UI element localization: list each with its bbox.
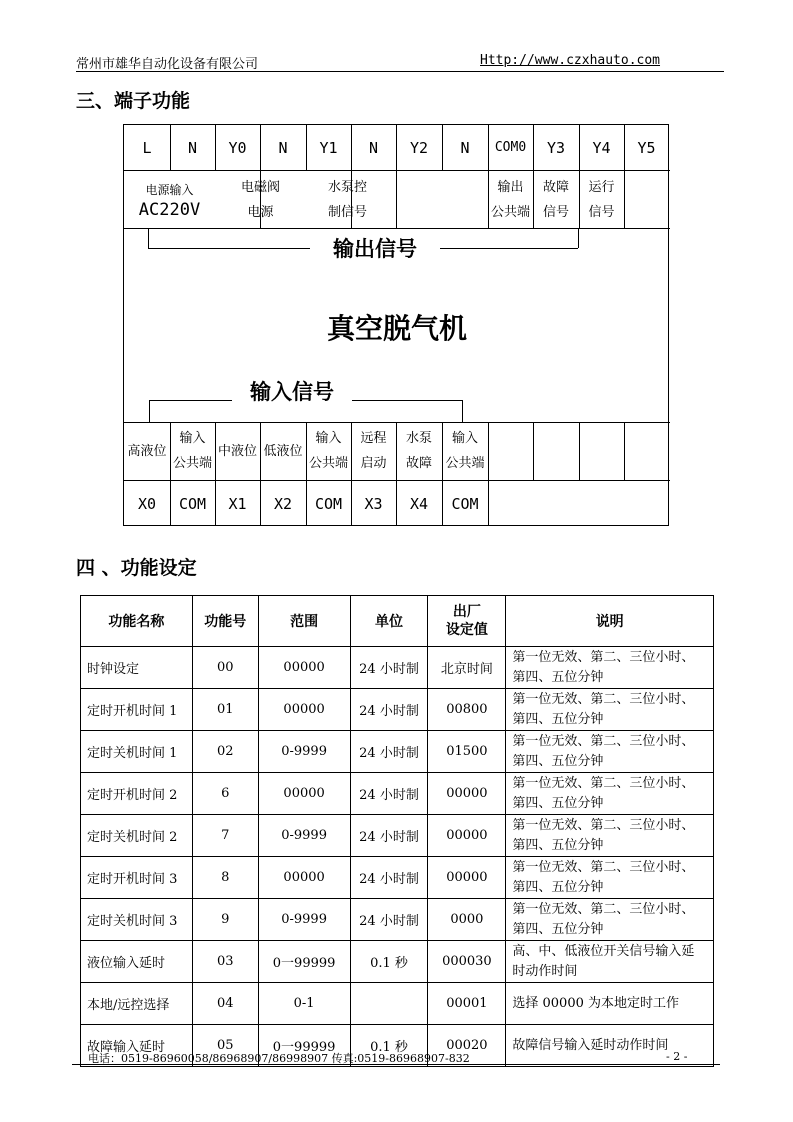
cell-default: 000030 [428, 941, 506, 983]
cell-default: 00020 [428, 1025, 506, 1067]
pin-Y2: Y2 [409, 138, 429, 157]
cell-default: 北京时间 [428, 647, 506, 689]
pin-COM0: COM0 [494, 140, 527, 155]
table-row [81, 647, 714, 689]
output-signal-label: 输出信号 [310, 232, 440, 264]
header-function-code: 功能号 [192, 596, 258, 647]
pin-X3: X3 [364, 494, 383, 513]
footer-contact: 电话：0519-86960058/86968907/86998907 传真:0519-86968907-832 [88, 1052, 470, 1065]
cell-description: 第一位无效、第二、三位小时、第四、五位分钟 [506, 647, 714, 689]
label-input-common-1: 输入 公共端 [172, 431, 212, 471]
label-high-level: 高液位 [127, 443, 167, 459]
cell-range: 00000 [258, 773, 350, 815]
cell-unit: 24 小时制 [350, 647, 428, 689]
label-mid-level: 中液位 [217, 443, 257, 459]
pin-N: N [187, 138, 198, 157]
footer-divider [72, 1064, 720, 1065]
table-header-row [81, 596, 714, 647]
cell-description: 高、中、低液位开关信号输入延时动作时间 [506, 941, 714, 983]
header-function-name: 功能名称 [81, 596, 193, 647]
label-run-signal: 运行 信号 [588, 179, 615, 220]
table-row [81, 857, 714, 899]
cell-description: 选择 00000 为本地定时工作 [506, 983, 714, 1025]
cell-range: 00000 [258, 689, 350, 731]
cell-function-name: 定时开机时间 1 [81, 689, 193, 731]
cell-default: 00000 [428, 815, 506, 857]
section-4-title: 四 、功能设定 [76, 557, 197, 579]
label-remote-start: 远程 启动 [360, 431, 387, 471]
header-range: 范围 [258, 596, 350, 647]
label-input-common-2: 输入 公共端 [308, 431, 348, 471]
cell-default: 0000 [428, 899, 506, 941]
cell-description: 第一位无效、第二、三位小时、第四、五位分钟 [506, 857, 714, 899]
pin-COM: COM [178, 494, 207, 513]
pin-COM: COM [314, 494, 343, 513]
pin-Y0: Y0 [228, 138, 247, 157]
cell-function-code: 7 [192, 815, 258, 857]
cell-default: 00000 [428, 773, 506, 815]
cell-default: 00001 [428, 983, 506, 1025]
cell-description: 第一位无效、第二、三位小时、第四、五位分钟 [506, 899, 714, 941]
pin-Y5: Y5 [637, 138, 656, 157]
function-settings-table [80, 595, 714, 1067]
cell-function-name: 定时开机时间 2 [81, 773, 193, 815]
cell-function-code: 04 [192, 983, 258, 1025]
cell-function-name: 定时关机时间 3 [81, 899, 193, 941]
cell-range: 0-9999 [258, 731, 350, 773]
table-row [81, 689, 714, 731]
cell-function-code: 05 [192, 1025, 258, 1067]
header-description: 说明 [506, 596, 714, 647]
section-3-title: 三、端子功能 [76, 90, 191, 112]
cell-unit: 24 小时制 [350, 689, 428, 731]
header-unit: 单位 [350, 596, 428, 647]
page-number: - 2 - [666, 1050, 688, 1063]
header-divider [76, 71, 724, 72]
table-row [81, 731, 714, 773]
cell-range: 00000 [258, 647, 350, 689]
label-valve-power: 电磁阀 电源 [240, 179, 280, 220]
label-output-common: 输出 公共端 [490, 179, 530, 220]
cell-function-name: 定时开机时间 3 [81, 857, 193, 899]
cell-range: 0-1 [258, 983, 350, 1025]
cell-default: 01500 [428, 731, 506, 773]
pin-X2: X2 [273, 494, 293, 513]
cell-unit: 24 小时制 [350, 815, 428, 857]
cell-unit [350, 983, 428, 1025]
cell-function-name: 定时关机时间 1 [81, 731, 193, 773]
cell-default: 00800 [428, 689, 506, 731]
cell-range: 0一99999 [258, 1025, 350, 1067]
cell-function-code: 02 [192, 731, 258, 773]
label-pump-fault: 水泵 故障 [405, 431, 432, 471]
cell-function-code: 9 [192, 899, 258, 941]
header-url-link[interactable]: Http://www.czxhauto.com [480, 53, 661, 68]
cell-function-code: 03 [192, 941, 258, 983]
cell-unit: 0.1 秒 [350, 941, 428, 983]
label-input-common-3: 输入 公共端 [445, 431, 485, 471]
label-fault-signal: 故障 信号 [542, 179, 569, 220]
cell-description: 故障信号输入延时动作时间 [506, 1025, 714, 1067]
cell-function-name: 本地/远控选择 [81, 983, 193, 1025]
cell-unit: 0.1 秒 [350, 1025, 428, 1067]
pin-N: N [278, 138, 288, 157]
cell-default: 00000 [428, 857, 506, 899]
cell-function-name: 液位输入延时 [81, 941, 193, 983]
label-power-input: 电源输入 AC220V [138, 182, 201, 220]
label-pump-control: 水泵控 制信号 [328, 179, 368, 220]
input-signal-label: 输入信号 [232, 375, 352, 407]
cell-unit: 24 小时制 [350, 731, 428, 773]
pin-X1: X1 [228, 494, 247, 513]
table-row [81, 773, 714, 815]
cell-unit: 24 小时制 [350, 899, 428, 941]
header-factory-default: 出厂 设定值 [428, 596, 506, 647]
header-company: 常州市雄华自动化设备有限公司 [76, 57, 259, 72]
cell-unit: 24 小时制 [350, 857, 428, 899]
cell-description: 第一位无效、第二、三位小时、第四、五位分钟 [506, 731, 714, 773]
machine-name: 真空脱气机 [326, 312, 467, 345]
pin-N: N [368, 138, 379, 157]
table-row [81, 983, 714, 1025]
cell-function-code: 00 [192, 647, 258, 689]
cell-unit: 24 小时制 [350, 773, 428, 815]
pin-N: N [460, 138, 470, 157]
cell-function-name: 时钟设定 [81, 647, 193, 689]
cell-function-name: 定时关机时间 2 [81, 815, 193, 857]
pin-Y1: Y1 [319, 138, 338, 157]
cell-function-code: 6 [192, 773, 258, 815]
pin-COM: COM [451, 494, 479, 513]
cell-range: 0-9999 [258, 815, 350, 857]
pin-L: L [142, 138, 152, 157]
pin-X0: X0 [137, 494, 157, 513]
cell-function-code: 01 [192, 689, 258, 731]
table-row [81, 815, 714, 857]
table-row [81, 899, 714, 941]
pin-X4: X4 [409, 494, 429, 513]
terminal-diagram [123, 124, 669, 526]
table-row [81, 941, 714, 983]
pin-Y3: Y3 [546, 138, 566, 157]
cell-description: 第一位无效、第二、三位小时、第四、五位分钟 [506, 773, 714, 815]
cell-description: 第一位无效、第二、三位小时、第四、五位分钟 [506, 815, 714, 857]
cell-function-name: 故障输入延时 [81, 1025, 193, 1067]
cell-range: 0-9999 [258, 899, 350, 941]
pin-Y4: Y4 [592, 138, 611, 157]
cell-description: 第一位无效、第二、三位小时、第四、五位分钟 [506, 689, 714, 731]
cell-function-code: 8 [192, 857, 258, 899]
label-low-level: 低液位 [263, 443, 303, 459]
cell-range: 0一99999 [258, 941, 350, 983]
cell-range: 00000 [258, 857, 350, 899]
